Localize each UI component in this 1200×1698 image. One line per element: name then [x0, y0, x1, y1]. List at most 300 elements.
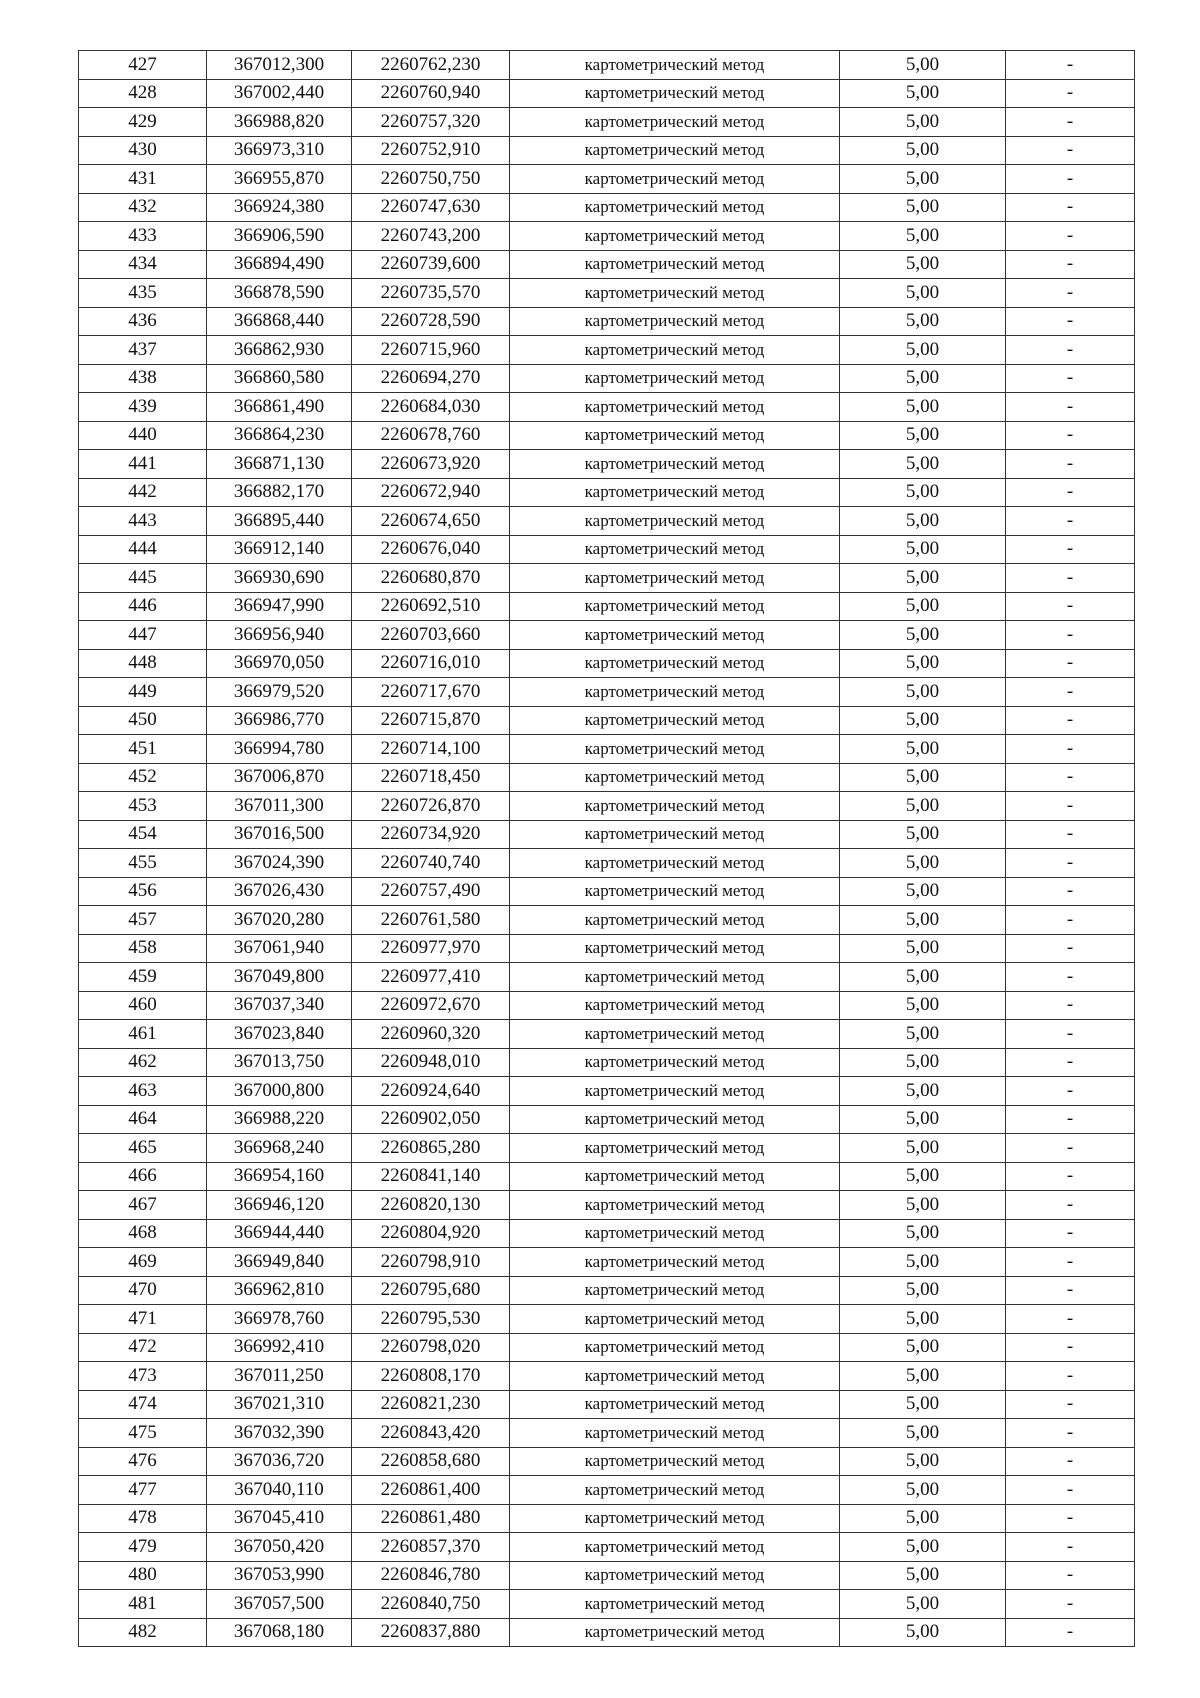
- y-coordinate-cell: 2260846,780: [352, 1561, 510, 1590]
- accuracy-cell: 5,00: [840, 1447, 1006, 1476]
- x-coordinate-cell: 366970,050: [207, 649, 352, 678]
- accuracy-cell: 5,00: [840, 877, 1006, 906]
- method-cell: картометрический метод: [510, 934, 840, 963]
- y-coordinate-cell: 2260808,170: [352, 1362, 510, 1391]
- y-coordinate-cell: 2260762,230: [352, 51, 510, 80]
- y-coordinate-cell: 2260728,590: [352, 307, 510, 336]
- x-coordinate-cell: 366868,440: [207, 307, 352, 336]
- y-coordinate-cell: 2260715,870: [352, 706, 510, 735]
- y-coordinate-cell: 2260761,580: [352, 906, 510, 935]
- method-cell: картометрический метод: [510, 649, 840, 678]
- description-cell: -: [1006, 1105, 1135, 1134]
- accuracy-cell: 5,00: [840, 364, 1006, 393]
- method-cell: картометрический метод: [510, 507, 840, 536]
- description-cell: -: [1006, 535, 1135, 564]
- x-coordinate-cell: 367068,180: [207, 1618, 352, 1647]
- method-cell: картометрический метод: [510, 1590, 840, 1619]
- description-cell: -: [1006, 706, 1135, 735]
- description-cell: -: [1006, 1390, 1135, 1419]
- point-number-cell: 477: [79, 1476, 207, 1505]
- accuracy-cell: 5,00: [840, 1333, 1006, 1362]
- x-coordinate-cell: 367012,300: [207, 51, 352, 80]
- point-number-cell: 437: [79, 336, 207, 365]
- table-row: [79, 478, 1135, 507]
- description-cell: -: [1006, 1476, 1135, 1505]
- x-coordinate-cell: 367061,940: [207, 934, 352, 963]
- y-coordinate-cell: 2260684,030: [352, 393, 510, 422]
- table-row: [79, 763, 1135, 792]
- table-row: [79, 307, 1135, 336]
- y-coordinate-cell: 2260752,910: [352, 136, 510, 165]
- table-row: [79, 393, 1135, 422]
- accuracy-cell: 5,00: [840, 1219, 1006, 1248]
- table-row: [79, 1390, 1135, 1419]
- description-cell: -: [1006, 51, 1135, 80]
- point-number-cell: 459: [79, 963, 207, 992]
- method-cell: картометрический метод: [510, 1305, 840, 1334]
- x-coordinate-cell: 367024,390: [207, 849, 352, 878]
- point-number-cell: 481: [79, 1590, 207, 1619]
- x-coordinate-cell: 366986,770: [207, 706, 352, 735]
- description-cell: -: [1006, 307, 1135, 336]
- description-cell: -: [1006, 1447, 1135, 1476]
- table-row: [79, 1533, 1135, 1562]
- method-cell: картометрический метод: [510, 1390, 840, 1419]
- x-coordinate-cell: 367023,840: [207, 1020, 352, 1049]
- table-row: [79, 735, 1135, 764]
- x-coordinate-cell: 366894,490: [207, 250, 352, 279]
- point-number-cell: 467: [79, 1191, 207, 1220]
- description-cell: -: [1006, 1077, 1135, 1106]
- table-row: [79, 1048, 1135, 1077]
- table-row: [79, 906, 1135, 935]
- method-cell: картометрический метод: [510, 1248, 840, 1277]
- description-cell: -: [1006, 820, 1135, 849]
- point-number-cell: 436: [79, 307, 207, 336]
- description-cell: -: [1006, 478, 1135, 507]
- x-coordinate-cell: 366988,220: [207, 1105, 352, 1134]
- x-coordinate-cell: 366862,930: [207, 336, 352, 365]
- table-row: [79, 1362, 1135, 1391]
- method-cell: картометрический метод: [510, 1219, 840, 1248]
- x-coordinate-cell: 366930,690: [207, 564, 352, 593]
- point-number-cell: 457: [79, 906, 207, 935]
- method-cell: картометрический метод: [510, 1533, 840, 1562]
- description-cell: -: [1006, 279, 1135, 308]
- accuracy-cell: 5,00: [840, 934, 1006, 963]
- point-number-cell: 447: [79, 621, 207, 650]
- table-row: [79, 820, 1135, 849]
- description-cell: -: [1006, 621, 1135, 650]
- x-coordinate-cell: 366979,520: [207, 678, 352, 707]
- description-cell: -: [1006, 165, 1135, 194]
- table-row: [79, 450, 1135, 479]
- accuracy-cell: 5,00: [840, 193, 1006, 222]
- x-coordinate-cell: 366956,940: [207, 621, 352, 650]
- method-cell: картометрический метод: [510, 1447, 840, 1476]
- accuracy-cell: 5,00: [840, 1248, 1006, 1277]
- y-coordinate-cell: 2260757,320: [352, 108, 510, 137]
- point-number-cell: 456: [79, 877, 207, 906]
- point-number-cell: 455: [79, 849, 207, 878]
- x-coordinate-cell: 366878,590: [207, 279, 352, 308]
- y-coordinate-cell: 2260820,130: [352, 1191, 510, 1220]
- point-number-cell: 435: [79, 279, 207, 308]
- method-cell: картометрический метод: [510, 877, 840, 906]
- y-coordinate-cell: 2260672,940: [352, 478, 510, 507]
- table-row: [79, 279, 1135, 308]
- point-number-cell: 461: [79, 1020, 207, 1049]
- x-coordinate-cell: 366895,440: [207, 507, 352, 536]
- y-coordinate-cell: 2260694,270: [352, 364, 510, 393]
- table-row: [79, 1419, 1135, 1448]
- accuracy-cell: 5,00: [840, 279, 1006, 308]
- y-coordinate-cell: 2260861,400: [352, 1476, 510, 1505]
- accuracy-cell: 5,00: [840, 1590, 1006, 1619]
- accuracy-cell: 5,00: [840, 51, 1006, 80]
- method-cell: картометрический метод: [510, 1020, 840, 1049]
- table-row: [79, 136, 1135, 165]
- y-coordinate-cell: 2260902,050: [352, 1105, 510, 1134]
- y-coordinate-cell: 2260948,010: [352, 1048, 510, 1077]
- table-row: [79, 934, 1135, 963]
- point-number-cell: 470: [79, 1276, 207, 1305]
- table-row: [79, 1077, 1135, 1106]
- table-row: [79, 991, 1135, 1020]
- x-coordinate-cell: 367037,340: [207, 991, 352, 1020]
- table-row: [79, 1305, 1135, 1334]
- method-cell: картометрический метод: [510, 1618, 840, 1647]
- point-number-cell: 482: [79, 1618, 207, 1647]
- accuracy-cell: 5,00: [840, 250, 1006, 279]
- description-cell: -: [1006, 364, 1135, 393]
- table-row: [79, 1561, 1135, 1590]
- x-coordinate-cell: 366860,580: [207, 364, 352, 393]
- method-cell: картометрический метод: [510, 1362, 840, 1391]
- point-number-cell: 440: [79, 421, 207, 450]
- y-coordinate-cell: 2260804,920: [352, 1219, 510, 1248]
- accuracy-cell: 5,00: [840, 336, 1006, 365]
- description-cell: -: [1006, 1020, 1135, 1049]
- point-number-cell: 466: [79, 1162, 207, 1191]
- x-coordinate-cell: 367020,280: [207, 906, 352, 935]
- table-row: [79, 421, 1135, 450]
- method-cell: картометрический метод: [510, 1162, 840, 1191]
- method-cell: картометрический метод: [510, 906, 840, 935]
- table-row: [79, 621, 1135, 650]
- x-coordinate-cell: 367032,390: [207, 1419, 352, 1448]
- accuracy-cell: 5,00: [840, 222, 1006, 251]
- description-cell: -: [1006, 735, 1135, 764]
- point-number-cell: 465: [79, 1134, 207, 1163]
- point-number-cell: 433: [79, 222, 207, 251]
- x-coordinate-cell: 366954,160: [207, 1162, 352, 1191]
- table-row: [79, 336, 1135, 365]
- x-coordinate-cell: 367011,300: [207, 792, 352, 821]
- point-number-cell: 451: [79, 735, 207, 764]
- description-cell: -: [1006, 450, 1135, 479]
- x-coordinate-cell: 367050,420: [207, 1533, 352, 1562]
- point-number-cell: 478: [79, 1504, 207, 1533]
- description-cell: -: [1006, 421, 1135, 450]
- accuracy-cell: 5,00: [840, 108, 1006, 137]
- point-number-cell: 448: [79, 649, 207, 678]
- table-row: [79, 649, 1135, 678]
- accuracy-cell: 5,00: [840, 307, 1006, 336]
- point-number-cell: 454: [79, 820, 207, 849]
- method-cell: картометрический метод: [510, 108, 840, 137]
- point-number-cell: 468: [79, 1219, 207, 1248]
- method-cell: картометрический метод: [510, 535, 840, 564]
- y-coordinate-cell: 2260715,960: [352, 336, 510, 365]
- x-coordinate-cell: 367045,410: [207, 1504, 352, 1533]
- accuracy-cell: 5,00: [840, 1077, 1006, 1106]
- method-cell: картометрический метод: [510, 279, 840, 308]
- coordinates-table: [78, 50, 1135, 1647]
- table-row: [79, 79, 1135, 108]
- accuracy-cell: 5,00: [840, 478, 1006, 507]
- method-cell: картометрический метод: [510, 820, 840, 849]
- table-row: [79, 165, 1135, 194]
- point-number-cell: 475: [79, 1419, 207, 1448]
- x-coordinate-cell: 367011,250: [207, 1362, 352, 1391]
- x-coordinate-cell: 367006,870: [207, 763, 352, 792]
- x-coordinate-cell: 367026,430: [207, 877, 352, 906]
- method-cell: картометрический метод: [510, 678, 840, 707]
- method-cell: картометрический метод: [510, 1476, 840, 1505]
- y-coordinate-cell: 2260716,010: [352, 649, 510, 678]
- description-cell: -: [1006, 792, 1135, 821]
- x-coordinate-cell: 366988,820: [207, 108, 352, 137]
- point-number-cell: 439: [79, 393, 207, 422]
- description-cell: -: [1006, 1419, 1135, 1448]
- table-row: [79, 678, 1135, 707]
- method-cell: картометрический метод: [510, 991, 840, 1020]
- accuracy-cell: 5,00: [840, 792, 1006, 821]
- method-cell: картометрический метод: [510, 478, 840, 507]
- method-cell: картометрический метод: [510, 1134, 840, 1163]
- accuracy-cell: 5,00: [840, 1561, 1006, 1590]
- point-number-cell: 464: [79, 1105, 207, 1134]
- accuracy-cell: 5,00: [840, 1048, 1006, 1077]
- accuracy-cell: 5,00: [840, 621, 1006, 650]
- description-cell: -: [1006, 136, 1135, 165]
- method-cell: картометрический метод: [510, 1504, 840, 1533]
- y-coordinate-cell: 2260972,670: [352, 991, 510, 1020]
- description-cell: -: [1006, 1533, 1135, 1562]
- description-cell: -: [1006, 108, 1135, 137]
- description-cell: -: [1006, 592, 1135, 621]
- table-row: [79, 1162, 1135, 1191]
- accuracy-cell: 5,00: [840, 963, 1006, 992]
- description-cell: -: [1006, 1362, 1135, 1391]
- accuracy-cell: 5,00: [840, 507, 1006, 536]
- description-cell: -: [1006, 1618, 1135, 1647]
- table-row: [79, 849, 1135, 878]
- y-coordinate-cell: 2260676,040: [352, 535, 510, 564]
- point-number-cell: 446: [79, 592, 207, 621]
- y-coordinate-cell: 2260760,940: [352, 79, 510, 108]
- accuracy-cell: 5,00: [840, 763, 1006, 792]
- table-row: [79, 222, 1135, 251]
- accuracy-cell: 5,00: [840, 79, 1006, 108]
- accuracy-cell: 5,00: [840, 1390, 1006, 1419]
- table-row: [79, 1504, 1135, 1533]
- y-coordinate-cell: 2260841,140: [352, 1162, 510, 1191]
- method-cell: картометрический метод: [510, 1048, 840, 1077]
- x-coordinate-cell: 366912,140: [207, 535, 352, 564]
- description-cell: -: [1006, 877, 1135, 906]
- description-cell: -: [1006, 849, 1135, 878]
- description-cell: -: [1006, 393, 1135, 422]
- accuracy-cell: 5,00: [840, 1419, 1006, 1448]
- x-coordinate-cell: 367049,800: [207, 963, 352, 992]
- accuracy-cell: 5,00: [840, 1305, 1006, 1334]
- point-number-cell: 469: [79, 1248, 207, 1277]
- method-cell: картометрический метод: [510, 250, 840, 279]
- description-cell: -: [1006, 934, 1135, 963]
- x-coordinate-cell: 366968,240: [207, 1134, 352, 1163]
- y-coordinate-cell: 2260726,870: [352, 792, 510, 821]
- x-coordinate-cell: 366944,440: [207, 1219, 352, 1248]
- x-coordinate-cell: 366864,230: [207, 421, 352, 450]
- x-coordinate-cell: 366871,130: [207, 450, 352, 479]
- accuracy-cell: 5,00: [840, 1276, 1006, 1305]
- point-number-cell: 480: [79, 1561, 207, 1590]
- method-cell: картометрический метод: [510, 222, 840, 251]
- description-cell: -: [1006, 222, 1135, 251]
- table-row: [79, 706, 1135, 735]
- table-row: [79, 1476, 1135, 1505]
- method-cell: картометрический метод: [510, 450, 840, 479]
- y-coordinate-cell: 2260795,680: [352, 1276, 510, 1305]
- accuracy-cell: 5,00: [840, 421, 1006, 450]
- table-row: [79, 877, 1135, 906]
- method-cell: картометрический метод: [510, 1105, 840, 1134]
- description-cell: -: [1006, 906, 1135, 935]
- table-row: [79, 792, 1135, 821]
- point-number-cell: 441: [79, 450, 207, 479]
- point-number-cell: 479: [79, 1533, 207, 1562]
- description-cell: -: [1006, 193, 1135, 222]
- method-cell: картометрический метод: [510, 564, 840, 593]
- y-coordinate-cell: 2260840,750: [352, 1590, 510, 1619]
- point-number-cell: 473: [79, 1362, 207, 1391]
- method-cell: картометрический метод: [510, 393, 840, 422]
- description-cell: -: [1006, 1590, 1135, 1619]
- y-coordinate-cell: 2260977,410: [352, 963, 510, 992]
- description-cell: -: [1006, 1191, 1135, 1220]
- point-number-cell: 453: [79, 792, 207, 821]
- x-coordinate-cell: 367057,500: [207, 1590, 352, 1619]
- y-coordinate-cell: 2260750,750: [352, 165, 510, 194]
- accuracy-cell: 5,00: [840, 735, 1006, 764]
- method-cell: картометрический метод: [510, 421, 840, 450]
- x-coordinate-cell: 366946,120: [207, 1191, 352, 1220]
- x-coordinate-cell: 367021,310: [207, 1390, 352, 1419]
- point-number-cell: 429: [79, 108, 207, 137]
- method-cell: картометрический метод: [510, 79, 840, 108]
- point-number-cell: 452: [79, 763, 207, 792]
- description-cell: -: [1006, 1504, 1135, 1533]
- description-cell: -: [1006, 1219, 1135, 1248]
- table-row: [79, 193, 1135, 222]
- x-coordinate-cell: 366947,990: [207, 592, 352, 621]
- description-cell: -: [1006, 1248, 1135, 1277]
- method-cell: картометрический метод: [510, 1276, 840, 1305]
- point-number-cell: 450: [79, 706, 207, 735]
- table-row: [79, 564, 1135, 593]
- method-cell: картометрический метод: [510, 51, 840, 80]
- point-number-cell: 427: [79, 51, 207, 80]
- method-cell: картометрический метод: [510, 1077, 840, 1106]
- point-number-cell: 472: [79, 1333, 207, 1362]
- table-row: [79, 963, 1135, 992]
- x-coordinate-cell: 367016,500: [207, 820, 352, 849]
- description-cell: -: [1006, 963, 1135, 992]
- accuracy-cell: 5,00: [840, 1618, 1006, 1647]
- y-coordinate-cell: 2260739,600: [352, 250, 510, 279]
- y-coordinate-cell: 2260977,970: [352, 934, 510, 963]
- x-coordinate-cell: 367013,750: [207, 1048, 352, 1077]
- accuracy-cell: 5,00: [840, 1533, 1006, 1562]
- x-coordinate-cell: 367000,800: [207, 1077, 352, 1106]
- y-coordinate-cell: 2260703,660: [352, 621, 510, 650]
- accuracy-cell: 5,00: [840, 991, 1006, 1020]
- x-coordinate-cell: 366882,170: [207, 478, 352, 507]
- y-coordinate-cell: 2260861,480: [352, 1504, 510, 1533]
- accuracy-cell: 5,00: [840, 165, 1006, 194]
- method-cell: картометрический метод: [510, 1419, 840, 1448]
- accuracy-cell: 5,00: [840, 450, 1006, 479]
- y-coordinate-cell: 2260960,320: [352, 1020, 510, 1049]
- point-number-cell: 463: [79, 1077, 207, 1106]
- method-cell: картометрический метод: [510, 1561, 840, 1590]
- x-coordinate-cell: 367040,110: [207, 1476, 352, 1505]
- point-number-cell: 458: [79, 934, 207, 963]
- point-number-cell: 445: [79, 564, 207, 593]
- x-coordinate-cell: 366949,840: [207, 1248, 352, 1277]
- x-coordinate-cell: 366906,590: [207, 222, 352, 251]
- description-cell: -: [1006, 79, 1135, 108]
- method-cell: картометрический метод: [510, 735, 840, 764]
- y-coordinate-cell: 2260858,680: [352, 1447, 510, 1476]
- method-cell: картометрический метод: [510, 307, 840, 336]
- y-coordinate-cell: 2260680,870: [352, 564, 510, 593]
- table-row: [79, 507, 1135, 536]
- y-coordinate-cell: 2260798,910: [352, 1248, 510, 1277]
- accuracy-cell: 5,00: [840, 1020, 1006, 1049]
- method-cell: картометрический метод: [510, 136, 840, 165]
- method-cell: картометрический метод: [510, 592, 840, 621]
- method-cell: картометрический метод: [510, 849, 840, 878]
- x-coordinate-cell: 366924,380: [207, 193, 352, 222]
- accuracy-cell: 5,00: [840, 1504, 1006, 1533]
- x-coordinate-cell: 367036,720: [207, 1447, 352, 1476]
- y-coordinate-cell: 2260747,630: [352, 193, 510, 222]
- accuracy-cell: 5,00: [840, 1105, 1006, 1134]
- y-coordinate-cell: 2260717,670: [352, 678, 510, 707]
- description-cell: -: [1006, 763, 1135, 792]
- x-coordinate-cell: 366992,410: [207, 1333, 352, 1362]
- y-coordinate-cell: 2260673,920: [352, 450, 510, 479]
- accuracy-cell: 5,00: [840, 1162, 1006, 1191]
- table-row: [79, 535, 1135, 564]
- y-coordinate-cell: 2260798,020: [352, 1333, 510, 1362]
- y-coordinate-cell: 2260743,200: [352, 222, 510, 251]
- table-row: [79, 1590, 1135, 1619]
- description-cell: -: [1006, 991, 1135, 1020]
